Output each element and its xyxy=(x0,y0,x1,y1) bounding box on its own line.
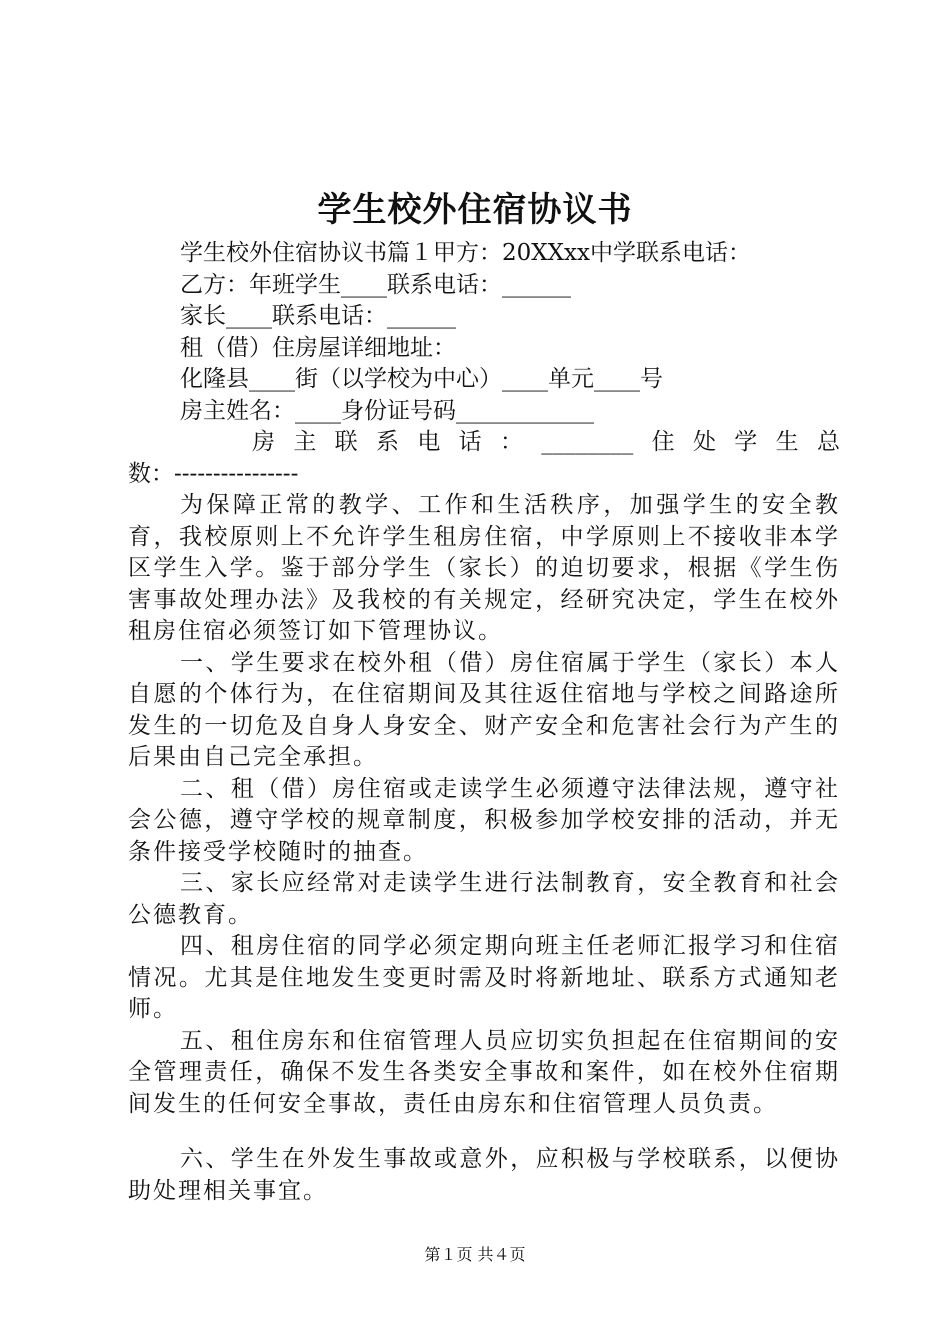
header-line-landlord-phone xyxy=(128,427,840,459)
paragraph-clause-1: 一、学生要求在校外租（借）房住宿属于学生（家长）本人自愿的个体行为，在住宿期间及其往返住宿地与学校之间路途所发生的一切危及自身人身安全、财产安全和危害社会行为产生的后果由自己完全承担。 xyxy=(128,649,840,770)
landlord-phone-token: 学 xyxy=(734,429,758,455)
landlord-phone-token: 电 xyxy=(417,429,441,455)
landlord-phone-token: ________ xyxy=(541,429,634,455)
paragraph-preamble: 为保障正常的教学、工作和生活秩序，加强学生的安全教育，我校原则上不允许学生租房住宿，中学原则上不接收非本学区学生入学。鉴于部分学生（家长）的迫切要求，根据《学生伤害事故处理办法》及我校的有关规定，经研究决定，学生在校外租房住宿必须签订如下管理协议。 xyxy=(128,492,840,644)
paragraph-clause-2: 二、租（借）房住宿或走读学生必须遵守法律法规，遵守社会公德，遵守学校的规章制度，积极参加学校安排的活动，并无条件接受学校随时的抽查。 xyxy=(128,775,840,865)
landlord-phone-token: 房 xyxy=(252,429,275,455)
paragraph-gap xyxy=(128,1120,840,1144)
paragraph-clause-5: 五、租住房东和住宿管理人员应切实负担起在住宿期间的安全管理责任，确保不发生各类安全事故和案件，如在校外住宿期间发生的任何安全事故，责任由房东和住宿管理人员负责。 xyxy=(128,1027,840,1117)
landlord-phone-token: 联 xyxy=(334,429,358,455)
header-line-total-students: 数：---------------- xyxy=(128,460,299,487)
header-line-landlord-name: 房主姓名：____身份证号码____________ xyxy=(180,397,594,424)
header-line-party-a: 学生校外住宿协议书篇１甲方：20XXxx中学联系电话： xyxy=(180,240,751,266)
header-line-party-b: 乙方：年班学生____联系电话：______ xyxy=(180,271,571,298)
landlord-phone-token: 主 xyxy=(293,429,317,455)
page-footer: 第１页 共４页 xyxy=(424,1245,526,1264)
landlord-phone-token: ： xyxy=(499,429,523,455)
document-body xyxy=(128,238,840,1207)
document-title: 学生校外住宿协议书 xyxy=(317,190,633,230)
landlord-phone-token: 生 xyxy=(775,429,799,455)
landlord-phone-token: 住 xyxy=(651,429,675,455)
header-line-address-label: 租（借）住房屋详细地址： xyxy=(180,334,456,361)
header-line-address: 化隆县____街（以学校为中心）____单元____号 xyxy=(180,366,663,392)
landlord-phone-token: 总 xyxy=(816,429,840,455)
paragraph-clause-3: 三、家长应经常对走读学生进行法制教育，安全教育和社会公德教育。 xyxy=(128,870,840,928)
paragraph-clause-4: 四、租房住宿的同学必须定期向班主任老师汇报学习和住宿情况。尤其是住地发生变更时需及时将新地址、联系方式通知老师。 xyxy=(128,933,840,1022)
landlord-phone-token: 系 xyxy=(375,429,399,455)
landlord-phone-token: 处 xyxy=(692,429,716,455)
landlord-phone-token: 话 xyxy=(458,429,482,455)
header-line-parent: 家长____联系电话：______ xyxy=(180,303,456,329)
paragraph-clause-6: 六、学生在外发生事故或意外，应积极与学校联系，以便协助处理相关事宜。 xyxy=(128,1146,840,1204)
